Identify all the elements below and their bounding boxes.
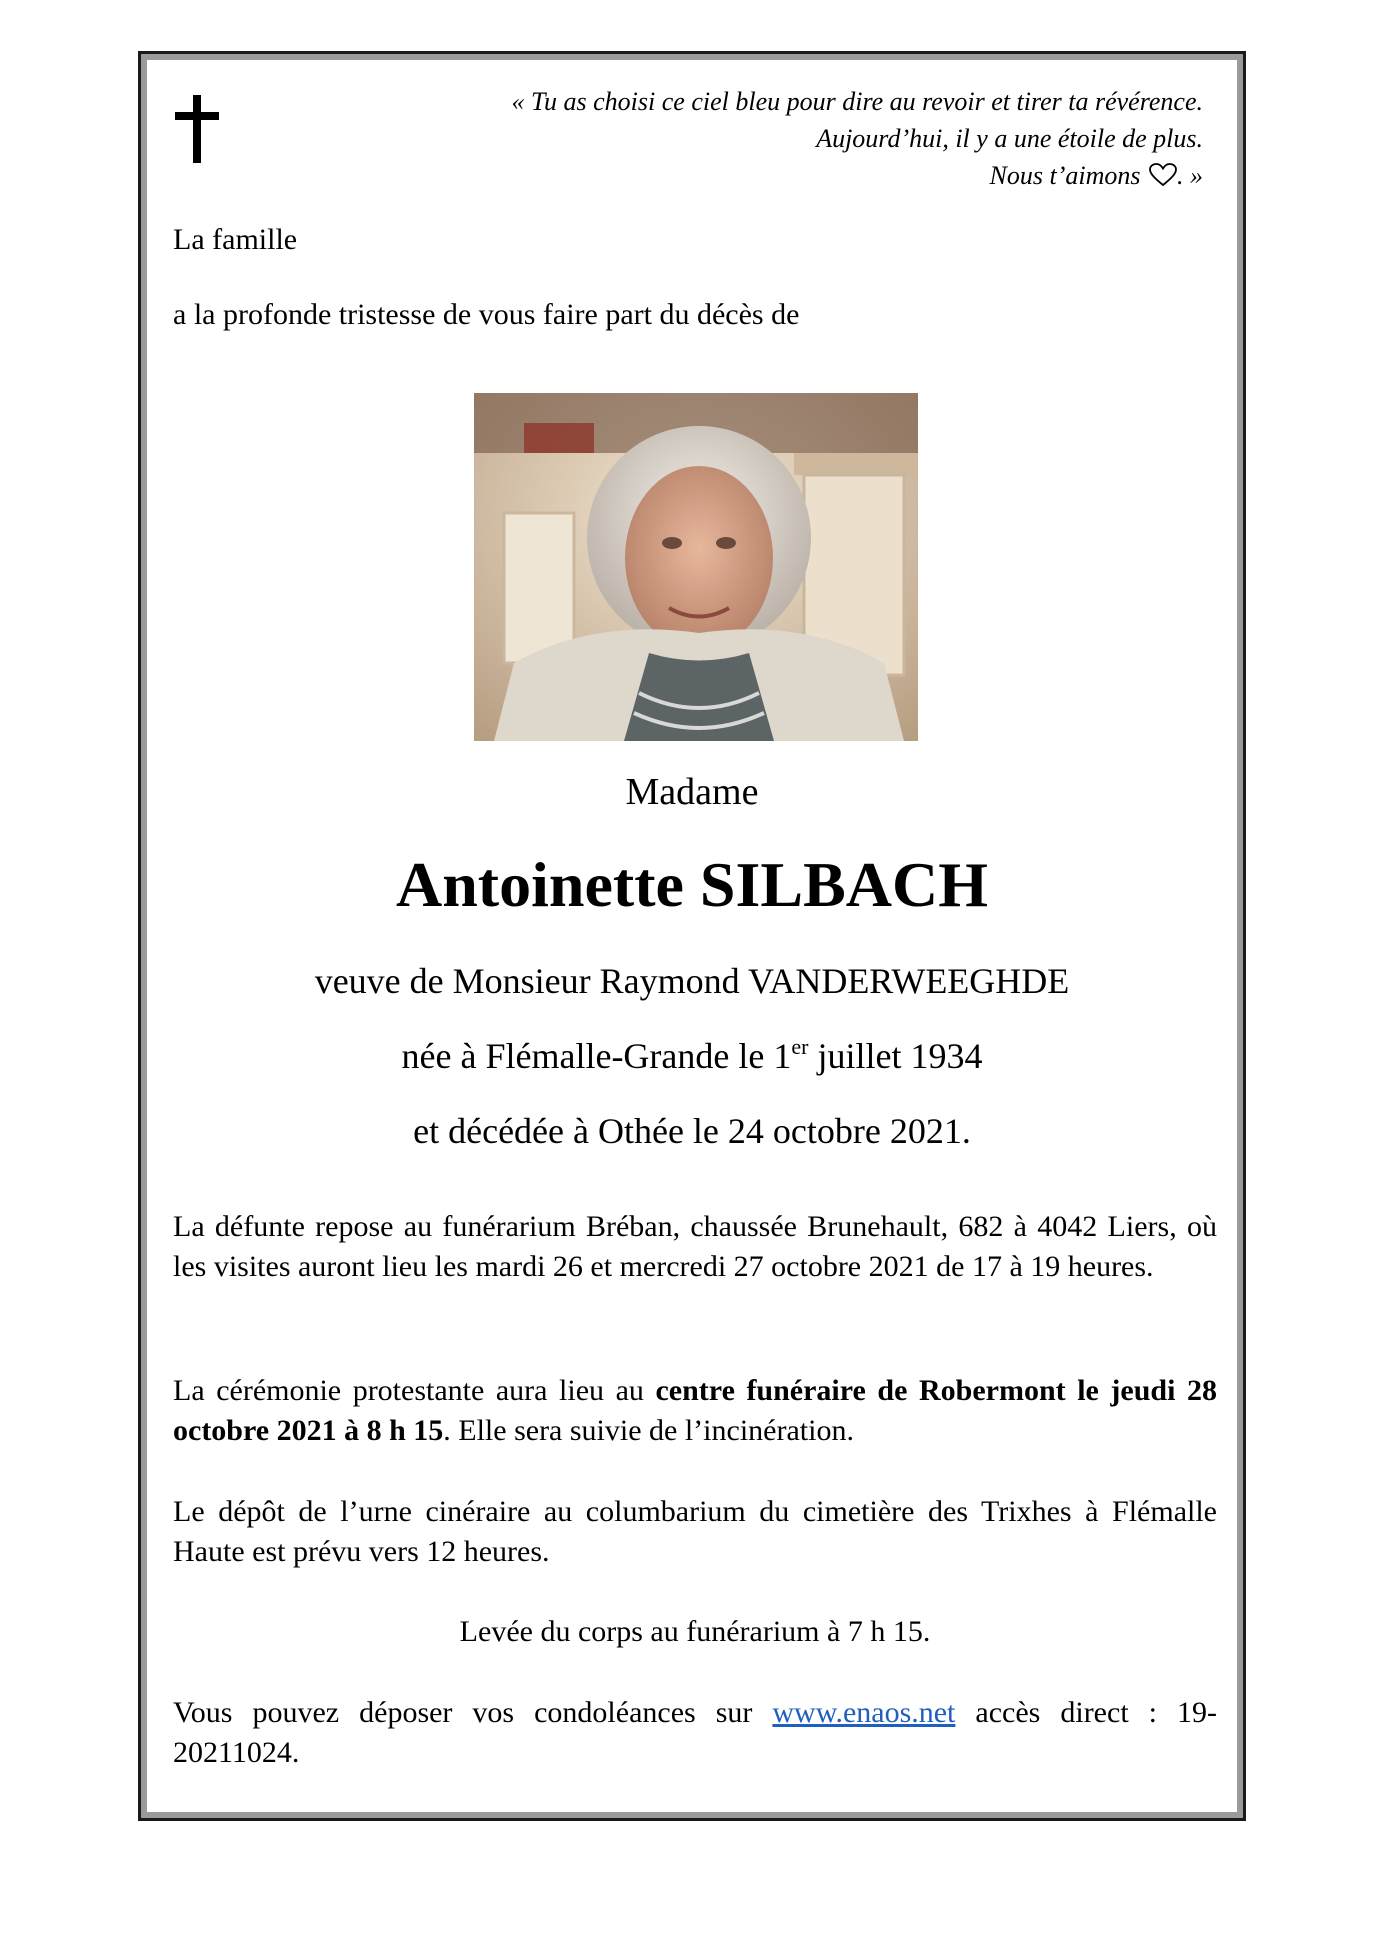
condolences-paragraph: Vous pouvez déposer vos condoléances sur www.enaos.net accès direct : 19-20211024.	[173, 1696, 1217, 1769]
announcement-line: a la profonde tristesse de vous faire part du décès de	[173, 298, 800, 331]
heart-icon	[1149, 160, 1177, 197]
obituary-card	[147, 60, 1237, 1812]
widow-of-line: veuve de Monsieur Raymond VANDERWEEGHDE	[314, 961, 1070, 1001]
ceremony-paragraph: La cérémonie protestante aura lieu au centre funéraire de Robermont le jeudi 28 octobre 2021 à 8 h 15. Elle sera suivie de l’incinération.	[173, 1374, 1217, 1447]
portrait-photo	[474, 393, 918, 741]
cross-icon	[175, 95, 219, 163]
epigraph-quote	[512, 83, 1204, 197]
levee-line: Levée du corps au funérarium à 7 h 15.	[459, 1615, 931, 1648]
enaos-link[interactable]: www.enaos.net	[772, 1696, 956, 1729]
family-line: La famille	[173, 223, 298, 256]
ceremony-details: centre funéraire de Robermont le jeudi 28 octobre 2021 à 8 h 15	[173, 1374, 1217, 1447]
quote-line-2: Aujourd’hui, il y a une étoile de plus.	[816, 124, 1203, 153]
quote-line-1: « Tu as choisi ce ciel bleu pour dire au revoir et tirer ta révérence.	[511, 87, 1203, 116]
quote-line-3: Nous t’aimons . »	[512, 157, 1204, 197]
rest-paragraph: La défunte repose au funérarium Bréban, chaussée Brunehault, 682 à 4042 Liers, où les visites auront lieu les mardi 26 et mercredi 27 octobre 2021 de 17 à 19 heures.	[173, 1210, 1217, 1283]
obituary-frame	[138, 51, 1246, 1821]
death-line: et décédée à Othée le 24 octobre 2021.	[413, 1111, 971, 1151]
birth-ordinal: er	[791, 1034, 809, 1059]
deceased-name: Antoinette SILBACH	[395, 849, 989, 920]
urn-paragraph: Le dépôt de l’urne cinéraire au columbarium du cimetière des Trixhes à Flémalle Haute est prévu vers 12 heures.	[173, 1495, 1217, 1568]
birth-line: née à Flémalle-Grande le 1er juillet 1934	[401, 1034, 983, 1076]
title-madame: Madame	[625, 771, 759, 813]
